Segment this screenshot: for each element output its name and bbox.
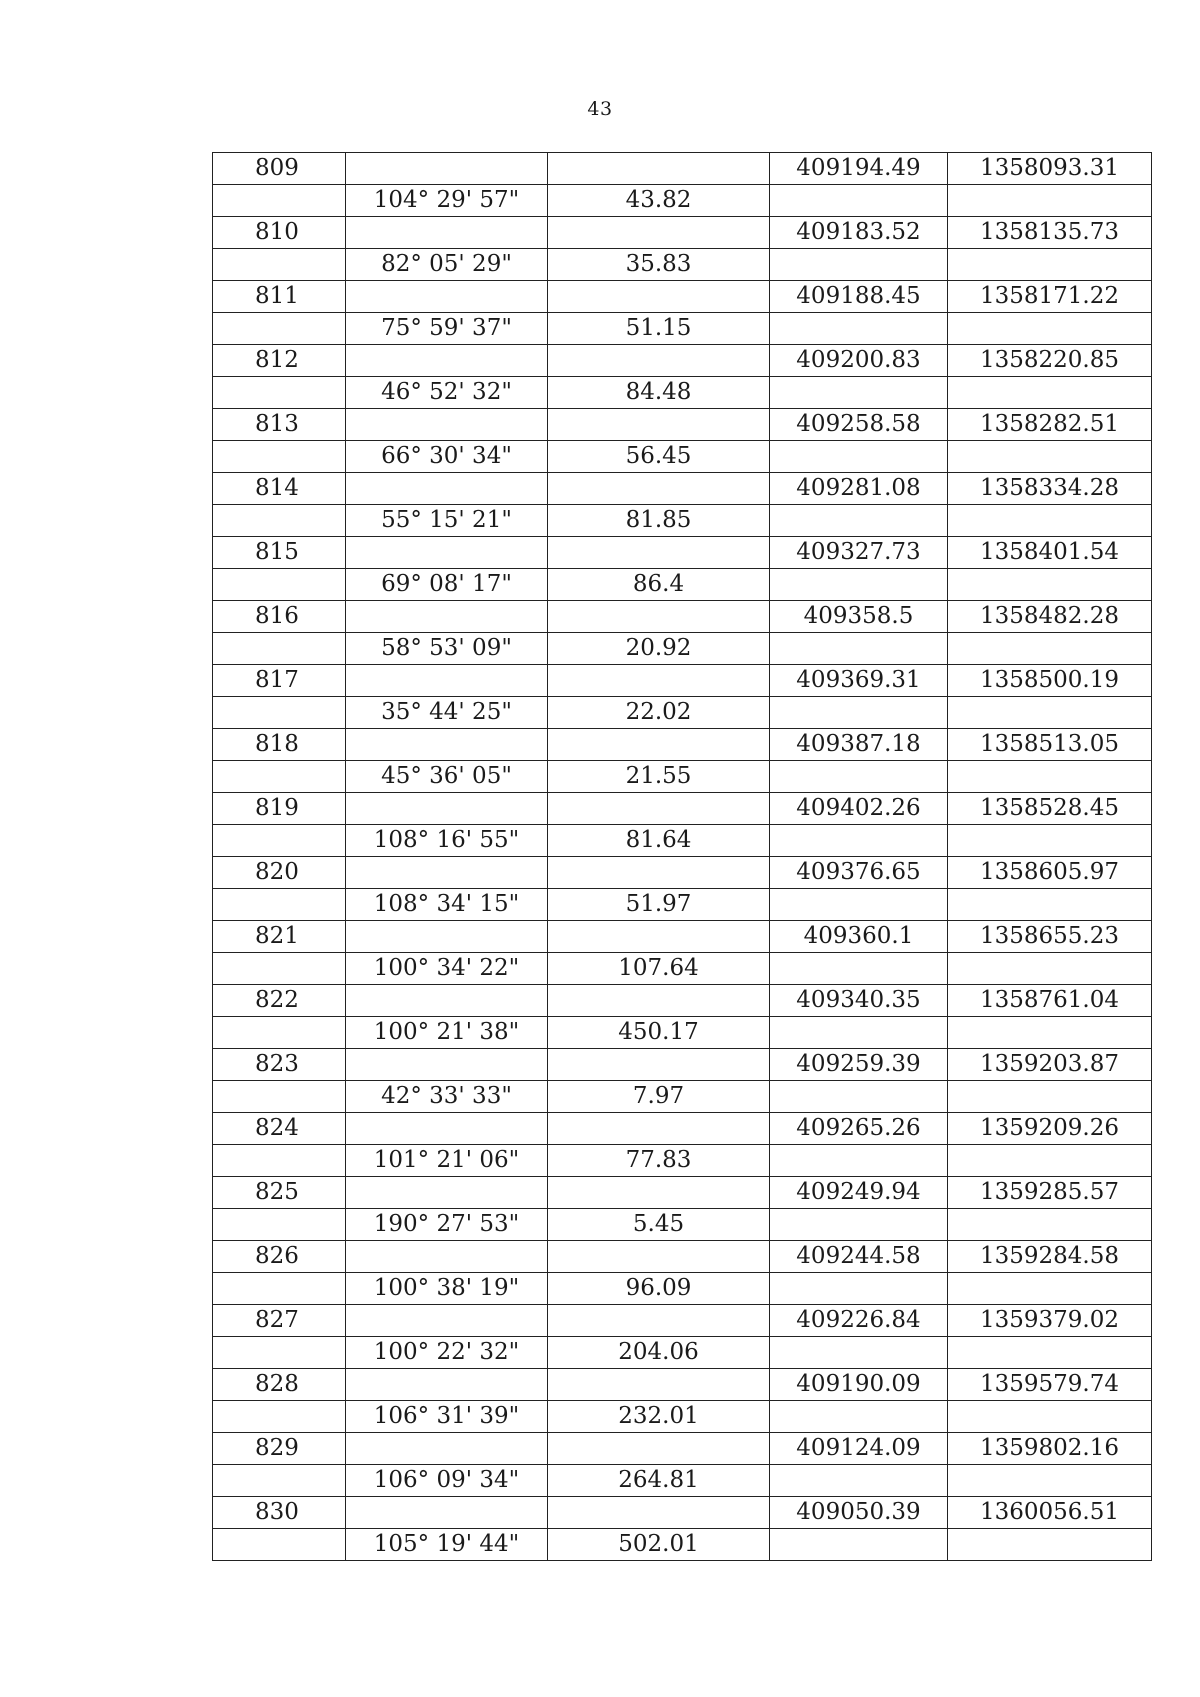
empty-cell [948,1465,1152,1497]
distance: 51.97 [548,889,770,921]
distance: 107.64 [548,953,770,985]
x-coordinate: 409369.31 [770,665,948,697]
empty-cell [948,505,1152,537]
y-coordinate: 1358171.22 [948,281,1152,313]
station-row [213,665,1152,697]
empty-cell [213,185,346,217]
x-coordinate: 409244.58 [770,1241,948,1273]
empty-cell [346,1177,548,1209]
empty-cell [548,601,770,633]
y-coordinate: 1358655.23 [948,921,1152,953]
empty-cell [770,1209,948,1241]
x-coordinate: 409327.73 [770,537,948,569]
empty-cell [548,1433,770,1465]
station-row [213,1177,1152,1209]
station-row [213,1049,1152,1081]
station-number: 824 [213,1113,346,1145]
y-coordinate: 1359209.26 [948,1113,1152,1145]
y-coordinate: 1359579.74 [948,1369,1152,1401]
x-coordinate: 409124.09 [770,1433,948,1465]
x-coordinate: 409387.18 [770,729,948,761]
empty-cell [213,377,346,409]
empty-cell [213,441,346,473]
x-coordinate: 409226.84 [770,1305,948,1337]
x-coordinate: 409360.1 [770,921,948,953]
leg-row [213,249,1152,281]
station-number: 819 [213,793,346,825]
station-number: 826 [213,1241,346,1273]
y-coordinate: 1359203.87 [948,1049,1152,1081]
empty-cell [346,793,548,825]
y-coordinate: 1358282.51 [948,409,1152,441]
empty-cell [213,889,346,921]
empty-cell [213,313,346,345]
empty-cell [213,1401,346,1433]
leg-row [213,313,1152,345]
empty-cell [770,889,948,921]
station-number: 814 [213,473,346,505]
distance: 86.4 [548,569,770,601]
empty-cell [948,1081,1152,1113]
empty-cell [770,569,948,601]
bearing: 46° 52' 32" [346,377,548,409]
empty-cell [548,1113,770,1145]
empty-cell [770,441,948,473]
station-row [213,793,1152,825]
empty-cell [948,825,1152,857]
empty-cell [346,921,548,953]
empty-cell [213,953,346,985]
y-coordinate: 1358220.85 [948,345,1152,377]
empty-cell [346,473,548,505]
station-row [213,1305,1152,1337]
empty-cell [213,1337,346,1369]
empty-cell [548,985,770,1017]
x-coordinate: 409249.94 [770,1177,948,1209]
empty-cell [213,1017,346,1049]
bearing: 190° 27' 53" [346,1209,548,1241]
empty-cell [346,665,548,697]
coordinate-table-body [213,153,1152,1561]
empty-cell [548,921,770,953]
empty-cell [548,1241,770,1273]
station-row [213,473,1152,505]
station-number: 828 [213,1369,346,1401]
station-row [213,985,1152,1017]
station-row [213,601,1152,633]
bearing: 106° 31' 39" [346,1401,548,1433]
empty-cell [948,249,1152,281]
leg-row [213,1209,1152,1241]
distance: 204.06 [548,1337,770,1369]
empty-cell [213,569,346,601]
empty-cell [770,185,948,217]
station-row [213,217,1152,249]
empty-cell [770,761,948,793]
station-number: 811 [213,281,346,313]
distance: 5.45 [548,1209,770,1241]
distance: 84.48 [548,377,770,409]
y-coordinate: 1359802.16 [948,1433,1152,1465]
empty-cell [770,1017,948,1049]
station-row [213,1369,1152,1401]
distance: 56.45 [548,441,770,473]
bearing: 108° 34' 15" [346,889,548,921]
y-coordinate: 1358482.28 [948,601,1152,633]
empty-cell [948,633,1152,665]
x-coordinate: 409188.45 [770,281,948,313]
x-coordinate: 409190.09 [770,1369,948,1401]
empty-cell [770,697,948,729]
station-row [213,537,1152,569]
bearing: 58° 53' 09" [346,633,548,665]
leg-row [213,1145,1152,1177]
bearing: 106° 09' 34" [346,1465,548,1497]
x-coordinate: 409183.52 [770,217,948,249]
bearing: 108° 16' 55" [346,825,548,857]
empty-cell [346,537,548,569]
bearing: 104° 29' 57" [346,185,548,217]
bearing: 100° 38' 19" [346,1273,548,1305]
station-number: 827 [213,1305,346,1337]
empty-cell [770,825,948,857]
empty-cell [213,761,346,793]
station-number: 816 [213,601,346,633]
station-number: 823 [213,1049,346,1081]
empty-cell [346,409,548,441]
empty-cell [770,1337,948,1369]
empty-cell [346,1049,548,1081]
empty-cell [213,1081,346,1113]
distance: 43.82 [548,185,770,217]
station-number: 830 [213,1497,346,1529]
empty-cell [346,1113,548,1145]
empty-cell [346,857,548,889]
distance: 502.01 [548,1529,770,1561]
empty-cell [770,249,948,281]
y-coordinate: 1359284.58 [948,1241,1152,1273]
leg-row [213,377,1152,409]
empty-cell [548,281,770,313]
distance: 51.15 [548,313,770,345]
empty-cell [948,185,1152,217]
empty-cell [346,1497,548,1529]
empty-cell [948,697,1152,729]
empty-cell [346,729,548,761]
y-coordinate: 1359285.57 [948,1177,1152,1209]
bearing: 75° 59' 37" [346,313,548,345]
y-coordinate: 1358093.31 [948,153,1152,185]
distance: 96.09 [548,1273,770,1305]
empty-cell [770,505,948,537]
x-coordinate: 409358.5 [770,601,948,633]
empty-cell [548,1177,770,1209]
bearing: 100° 21' 38" [346,1017,548,1049]
station-row [213,729,1152,761]
station-number: 822 [213,985,346,1017]
empty-cell [346,601,548,633]
empty-cell [948,889,1152,921]
bearing: 45° 36' 05" [346,761,548,793]
station-row [213,1113,1152,1145]
empty-cell [770,953,948,985]
station-number: 810 [213,217,346,249]
y-coordinate: 1358513.05 [948,729,1152,761]
empty-cell [548,409,770,441]
station-row [213,409,1152,441]
bearing: 69° 08' 17" [346,569,548,601]
empty-cell [548,537,770,569]
empty-cell [948,761,1152,793]
x-coordinate: 409050.39 [770,1497,948,1529]
empty-cell [770,1401,948,1433]
station-row [213,921,1152,953]
empty-cell [213,633,346,665]
x-coordinate: 409200.83 [770,345,948,377]
distance: 81.64 [548,825,770,857]
empty-cell [548,217,770,249]
station-row [213,1433,1152,1465]
station-number: 818 [213,729,346,761]
empty-cell [548,153,770,185]
station-number: 812 [213,345,346,377]
leg-row [213,761,1152,793]
bearing: 105° 19' 44" [346,1529,548,1561]
leg-row [213,1337,1152,1369]
y-coordinate: 1358135.73 [948,217,1152,249]
leg-row [213,185,1152,217]
leg-row [213,1273,1152,1305]
x-coordinate: 409258.58 [770,409,948,441]
station-row [213,1241,1152,1273]
distance: 450.17 [548,1017,770,1049]
empty-cell [346,281,548,313]
empty-cell [948,1273,1152,1305]
station-row [213,345,1152,377]
empty-cell [346,217,548,249]
leg-row [213,1017,1152,1049]
empty-cell [770,377,948,409]
station-number: 815 [213,537,346,569]
station-number: 813 [213,409,346,441]
y-coordinate: 1360056.51 [948,1497,1152,1529]
leg-row [213,633,1152,665]
empty-cell [346,345,548,377]
bearing: 100° 22' 32" [346,1337,548,1369]
coordinate-table [212,152,1152,1561]
empty-cell [213,1273,346,1305]
empty-cell [346,1241,548,1273]
distance: 35.83 [548,249,770,281]
empty-cell [948,1337,1152,1369]
empty-cell [948,441,1152,473]
empty-cell [948,1529,1152,1561]
station-row [213,153,1152,185]
y-coordinate: 1358334.28 [948,473,1152,505]
station-number: 820 [213,857,346,889]
empty-cell [770,633,948,665]
empty-cell [346,1369,548,1401]
bearing: 55° 15' 21" [346,505,548,537]
empty-cell [213,697,346,729]
empty-cell [548,345,770,377]
bearing: 42° 33' 33" [346,1081,548,1113]
bearing: 35° 44' 25" [346,697,548,729]
distance: 22.02 [548,697,770,729]
x-coordinate: 409402.26 [770,793,948,825]
empty-cell [548,473,770,505]
empty-cell [548,1049,770,1081]
empty-cell [948,1209,1152,1241]
bearing: 82° 05' 29" [346,249,548,281]
leg-row [213,825,1152,857]
empty-cell [346,1305,548,1337]
distance: 20.92 [548,633,770,665]
empty-cell [548,1497,770,1529]
leg-row [213,441,1152,473]
empty-cell [346,153,548,185]
leg-row [213,1529,1152,1561]
empty-cell [948,1401,1152,1433]
y-coordinate: 1358500.19 [948,665,1152,697]
empty-cell [770,1529,948,1561]
leg-row [213,953,1152,985]
leg-row [213,505,1152,537]
empty-cell [346,1433,548,1465]
station-row [213,1497,1152,1529]
empty-cell [770,1465,948,1497]
empty-cell [948,377,1152,409]
empty-cell [213,1465,346,1497]
x-coordinate: 409259.39 [770,1049,948,1081]
empty-cell [948,953,1152,985]
empty-cell [213,249,346,281]
empty-cell [548,729,770,761]
distance: 77.83 [548,1145,770,1177]
bearing: 101° 21' 06" [346,1145,548,1177]
empty-cell [770,1273,948,1305]
empty-cell [770,1145,948,1177]
empty-cell [548,857,770,889]
distance: 21.55 [548,761,770,793]
leg-row [213,889,1152,921]
station-number: 809 [213,153,346,185]
bearing: 66° 30' 34" [346,441,548,473]
leg-row [213,1081,1152,1113]
empty-cell [948,569,1152,601]
leg-row [213,1465,1152,1497]
empty-cell [548,1369,770,1401]
bearing: 100° 34' 22" [346,953,548,985]
empty-cell [548,665,770,697]
distance: 81.85 [548,505,770,537]
empty-cell [948,1145,1152,1177]
leg-row [213,697,1152,729]
empty-cell [213,1145,346,1177]
empty-cell [346,985,548,1017]
empty-cell [548,793,770,825]
empty-cell [213,825,346,857]
distance: 7.97 [548,1081,770,1113]
empty-cell [770,1081,948,1113]
empty-cell [948,1017,1152,1049]
x-coordinate: 409194.49 [770,153,948,185]
station-row [213,857,1152,889]
station-number: 817 [213,665,346,697]
x-coordinate: 409376.65 [770,857,948,889]
empty-cell [213,1529,346,1561]
empty-cell [948,313,1152,345]
station-number: 821 [213,921,346,953]
x-coordinate: 409281.08 [770,473,948,505]
station-number: 829 [213,1433,346,1465]
distance: 264.81 [548,1465,770,1497]
x-coordinate: 409340.35 [770,985,948,1017]
empty-cell [213,1209,346,1241]
leg-row [213,1401,1152,1433]
x-coordinate: 409265.26 [770,1113,948,1145]
page-number: 43 [587,98,613,120]
distance: 232.01 [548,1401,770,1433]
empty-cell [548,1305,770,1337]
leg-row [213,569,1152,601]
y-coordinate: 1358401.54 [948,537,1152,569]
station-number: 825 [213,1177,346,1209]
y-coordinate: 1358528.45 [948,793,1152,825]
y-coordinate: 1359379.02 [948,1305,1152,1337]
station-row [213,281,1152,313]
y-coordinate: 1358605.97 [948,857,1152,889]
empty-cell [213,505,346,537]
empty-cell [770,313,948,345]
y-coordinate: 1358761.04 [948,985,1152,1017]
